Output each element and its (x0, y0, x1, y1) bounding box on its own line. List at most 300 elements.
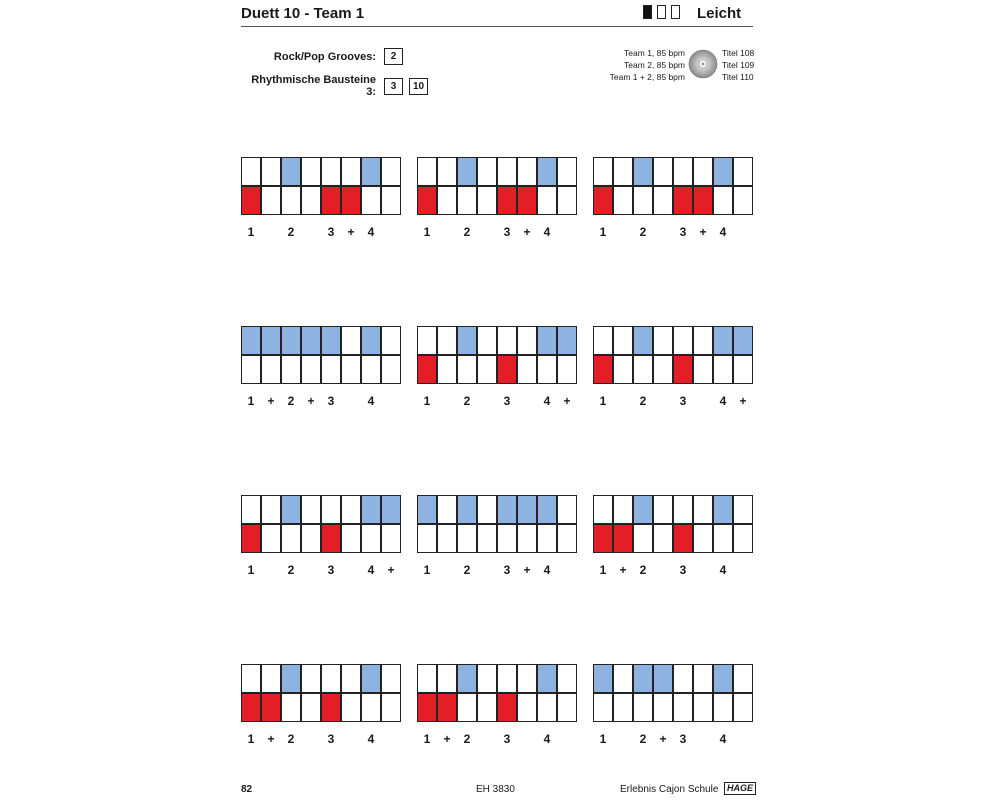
ref-rhythmische-bausteine (241, 74, 441, 98)
empty-beat-cell (557, 186, 577, 215)
empty-beat-cell (437, 495, 457, 524)
empty-beat-cell (261, 524, 281, 553)
empty-beat-cell (673, 664, 693, 693)
beat-count-label: 4 (719, 732, 727, 746)
beat-count-label: 1 (599, 563, 607, 577)
level-empty-icon (671, 5, 680, 19)
bass-tone-note (417, 355, 437, 384)
beat-count-row (241, 563, 401, 579)
book-title: Erlebnis Cajon Schule (620, 784, 719, 795)
audio-team-list (600, 47, 685, 83)
page-number: 82 (241, 784, 253, 795)
empty-beat-cell (613, 495, 633, 524)
empty-beat-cell (241, 157, 261, 186)
bass-tone-note (321, 186, 341, 215)
bass-tone-note (497, 355, 517, 384)
high-tone-note (417, 495, 437, 524)
high-tone-note (633, 495, 653, 524)
empty-beat-cell (281, 355, 301, 384)
high-tone-note (457, 495, 477, 524)
beat-count-label: + (739, 394, 747, 408)
high-tone-note (557, 326, 577, 355)
beat-count-row (241, 732, 401, 748)
high-tone-note (281, 157, 301, 186)
beat-count-label: 2 (287, 394, 295, 408)
empty-beat-cell (437, 157, 457, 186)
empty-beat-cell (613, 186, 633, 215)
empty-beat-cell (261, 495, 281, 524)
empty-beat-cell (361, 186, 381, 215)
empty-beat-cell (673, 157, 693, 186)
empty-beat-cell (477, 693, 497, 722)
catalog-code: EH 3830 (476, 784, 515, 795)
beat-count-label: 4 (543, 563, 551, 577)
empty-beat-cell (633, 355, 653, 384)
high-tone-note (301, 326, 321, 355)
empty-beat-cell (613, 693, 633, 722)
ref-number-box: 3 (384, 78, 403, 95)
beat-count-label: 4 (367, 225, 375, 239)
empty-beat-cell (341, 157, 361, 186)
high-tone-note (381, 495, 401, 524)
beat-count-label: 3 (679, 225, 687, 239)
empty-beat-cell (693, 157, 713, 186)
beat-count-label: 3 (327, 563, 335, 577)
bass-tone-note (613, 524, 633, 553)
bass-tone-note (593, 524, 613, 553)
empty-beat-cell (633, 693, 653, 722)
empty-beat-cell (477, 524, 497, 553)
empty-beat-cell (341, 524, 361, 553)
high-tone-note (281, 664, 301, 693)
high-tone-note (537, 664, 557, 693)
empty-beat-cell (693, 664, 713, 693)
empty-beat-cell (437, 355, 457, 384)
empty-beat-cell (673, 326, 693, 355)
empty-beat-cell (261, 186, 281, 215)
page-title: Duett 10 - Team 1 (241, 5, 365, 22)
beat-count-label: 2 (639, 563, 647, 577)
empty-beat-cell (633, 186, 653, 215)
beat-count-label: 4 (719, 563, 727, 577)
beat-count-label: 3 (679, 394, 687, 408)
audio-team: Team 1, 85 bpm (624, 48, 685, 58)
rhythm-grid (593, 157, 753, 215)
empty-beat-cell (301, 664, 321, 693)
empty-beat-cell (341, 326, 361, 355)
high-tone-note (633, 326, 653, 355)
empty-beat-cell (281, 693, 301, 722)
empty-beat-cell (593, 157, 613, 186)
empty-beat-cell (381, 157, 401, 186)
empty-beat-cell (341, 664, 361, 693)
empty-beat-cell (477, 326, 497, 355)
bass-tone-note (437, 693, 457, 722)
bass-tone-note (321, 524, 341, 553)
bass-tone-note (693, 186, 713, 215)
high-tone-note (261, 326, 281, 355)
difficulty-indicator (643, 5, 680, 19)
beat-count-label: 4 (543, 732, 551, 746)
rhythm-grid (241, 495, 401, 553)
empty-beat-cell (537, 355, 557, 384)
beat-count-label: + (523, 225, 531, 239)
audio-team: Team 2, 85 bpm (624, 60, 685, 70)
beat-count-label: + (347, 225, 355, 239)
rhythm-grid (241, 326, 401, 384)
bass-tone-note (241, 186, 261, 215)
empty-beat-cell (537, 186, 557, 215)
empty-beat-cell (733, 495, 753, 524)
bass-tone-note (241, 524, 261, 553)
audio-title: Titel 108 (722, 48, 755, 58)
high-tone-note (733, 326, 753, 355)
empty-beat-cell (517, 693, 537, 722)
beat-count-label: 4 (719, 225, 727, 239)
bass-tone-note (673, 355, 693, 384)
empty-beat-cell (301, 157, 321, 186)
ref-rock-pop-grooves (241, 48, 421, 65)
beat-count-label: 2 (639, 732, 647, 746)
beat-count-label: + (443, 732, 451, 746)
high-tone-note (361, 664, 381, 693)
beat-count-label: 3 (679, 563, 687, 577)
audio-team: Team 1 + 2, 85 bpm (609, 72, 685, 82)
high-tone-note (281, 326, 301, 355)
beat-count-label: + (307, 394, 315, 408)
beat-count-label: 3 (503, 563, 511, 577)
beat-count-label: 1 (423, 732, 431, 746)
beat-count-label: 3 (679, 732, 687, 746)
empty-beat-cell (713, 693, 733, 722)
empty-beat-cell (437, 326, 457, 355)
beat-count-row (241, 394, 401, 410)
beat-count-label: 1 (247, 732, 255, 746)
empty-beat-cell (517, 326, 537, 355)
empty-beat-cell (477, 664, 497, 693)
beat-count-label: 1 (247, 563, 255, 577)
beat-count-label: 2 (463, 225, 471, 239)
empty-beat-cell (653, 524, 673, 553)
empty-beat-cell (593, 495, 613, 524)
bass-tone-note (417, 693, 437, 722)
beat-count-label: 1 (247, 394, 255, 408)
empty-beat-cell (417, 326, 437, 355)
empty-beat-cell (321, 495, 341, 524)
empty-beat-cell (241, 664, 261, 693)
rhythm-grid (417, 495, 577, 553)
beat-count-label: 2 (287, 563, 295, 577)
empty-beat-cell (733, 355, 753, 384)
publisher-logo: HAGE (724, 782, 756, 795)
empty-beat-cell (381, 355, 401, 384)
empty-beat-cell (261, 157, 281, 186)
empty-beat-cell (477, 355, 497, 384)
beat-count-label: 4 (543, 225, 551, 239)
empty-beat-cell (301, 186, 321, 215)
empty-beat-cell (733, 157, 753, 186)
bass-tone-note (593, 186, 613, 215)
beat-count-label: 3 (327, 732, 335, 746)
empty-beat-cell (321, 355, 341, 384)
empty-beat-cell (537, 693, 557, 722)
empty-beat-cell (261, 355, 281, 384)
bass-tone-note (517, 186, 537, 215)
empty-beat-cell (613, 664, 633, 693)
empty-beat-cell (301, 495, 321, 524)
empty-beat-cell (653, 495, 673, 524)
empty-beat-cell (733, 186, 753, 215)
audio-title: Titel 110 (722, 72, 754, 82)
high-tone-note (281, 495, 301, 524)
empty-beat-cell (613, 157, 633, 186)
empty-beat-cell (381, 326, 401, 355)
empty-beat-cell (593, 326, 613, 355)
beat-count-label: 4 (367, 563, 375, 577)
empty-beat-cell (693, 495, 713, 524)
empty-beat-cell (437, 186, 457, 215)
empty-beat-cell (497, 157, 517, 186)
empty-beat-cell (653, 326, 673, 355)
empty-beat-cell (281, 186, 301, 215)
empty-beat-cell (693, 355, 713, 384)
bass-tone-note (241, 693, 261, 722)
empty-beat-cell (633, 524, 653, 553)
empty-beat-cell (713, 524, 733, 553)
empty-beat-cell (653, 693, 673, 722)
empty-beat-cell (497, 326, 517, 355)
beat-count-label: 3 (503, 732, 511, 746)
empty-beat-cell (653, 355, 673, 384)
empty-beat-cell (557, 524, 577, 553)
beat-count-label: + (267, 394, 275, 408)
empty-beat-cell (321, 664, 341, 693)
empty-beat-cell (477, 157, 497, 186)
high-tone-note (361, 157, 381, 186)
beat-count-label: 3 (327, 394, 335, 408)
high-tone-note (517, 495, 537, 524)
empty-beat-cell (417, 524, 437, 553)
beat-count-label: 2 (639, 394, 647, 408)
rhythm-grid (593, 664, 753, 722)
bass-tone-note (593, 355, 613, 384)
empty-beat-cell (457, 524, 477, 553)
high-tone-note (537, 157, 557, 186)
empty-beat-cell (301, 355, 321, 384)
empty-beat-cell (301, 693, 321, 722)
rhythm-grid (417, 664, 577, 722)
high-tone-note (713, 495, 733, 524)
beat-count-row (593, 394, 753, 410)
high-tone-note (653, 664, 673, 693)
beat-count-label: 3 (503, 225, 511, 239)
empty-beat-cell (361, 524, 381, 553)
beat-count-label: 2 (287, 225, 295, 239)
bass-tone-note (673, 524, 693, 553)
beat-count-label: + (619, 563, 627, 577)
beat-count-label: 2 (463, 563, 471, 577)
empty-beat-cell (381, 186, 401, 215)
empty-beat-cell (497, 664, 517, 693)
beat-count-label: + (699, 225, 707, 239)
empty-beat-cell (593, 693, 613, 722)
high-tone-note (457, 664, 477, 693)
beat-count-label: 1 (423, 394, 431, 408)
beat-count-label: 1 (599, 394, 607, 408)
empty-beat-cell (673, 495, 693, 524)
empty-beat-cell (281, 524, 301, 553)
empty-beat-cell (361, 693, 381, 722)
empty-beat-cell (241, 495, 261, 524)
beat-count-label: 2 (287, 732, 295, 746)
empty-beat-cell (653, 186, 673, 215)
header-divider (241, 26, 753, 27)
empty-beat-cell (457, 355, 477, 384)
empty-beat-cell (321, 157, 341, 186)
rhythm-grid (593, 326, 753, 384)
beat-count-label: + (267, 732, 275, 746)
rhythm-grid (241, 157, 401, 215)
empty-beat-cell (713, 355, 733, 384)
empty-beat-cell (381, 664, 401, 693)
empty-beat-cell (557, 664, 577, 693)
empty-beat-cell (417, 157, 437, 186)
beat-count-label: + (563, 394, 571, 408)
empty-beat-cell (477, 186, 497, 215)
empty-beat-cell (517, 524, 537, 553)
empty-beat-cell (653, 157, 673, 186)
empty-beat-cell (341, 495, 361, 524)
bass-tone-note (497, 693, 517, 722)
high-tone-note (713, 664, 733, 693)
empty-beat-cell (457, 186, 477, 215)
beat-count-label: 2 (463, 394, 471, 408)
beat-count-label: + (387, 563, 395, 577)
empty-beat-cell (557, 355, 577, 384)
cd-icon (688, 49, 718, 79)
beat-count-row (593, 225, 753, 241)
beat-count-row (593, 563, 753, 579)
bass-tone-note (261, 693, 281, 722)
empty-beat-cell (437, 664, 457, 693)
bass-tone-note (321, 693, 341, 722)
high-tone-note (457, 157, 477, 186)
empty-beat-cell (241, 355, 261, 384)
beat-count-label: 4 (719, 394, 727, 408)
high-tone-note (241, 326, 261, 355)
beat-count-label: 2 (463, 732, 471, 746)
high-tone-note (457, 326, 477, 355)
empty-beat-cell (477, 495, 497, 524)
high-tone-note (497, 495, 517, 524)
high-tone-note (361, 495, 381, 524)
empty-beat-cell (381, 693, 401, 722)
high-tone-note (537, 326, 557, 355)
level-filled-icon (643, 5, 652, 19)
bass-tone-note (417, 186, 437, 215)
empty-beat-cell (733, 693, 753, 722)
beat-count-label: 1 (423, 225, 431, 239)
high-tone-note (537, 495, 557, 524)
ref-label: Rock/Pop Grooves: (273, 50, 376, 63)
high-tone-note (593, 664, 613, 693)
empty-beat-cell (693, 693, 713, 722)
difficulty-label: Leicht (697, 5, 742, 22)
empty-beat-cell (613, 355, 633, 384)
rhythm-grid (417, 157, 577, 215)
empty-beat-cell (733, 664, 753, 693)
empty-beat-cell (557, 495, 577, 524)
audio-title: Titel 109 (722, 60, 755, 70)
beat-count-row (241, 225, 401, 241)
empty-beat-cell (341, 693, 361, 722)
beat-count-label: 1 (247, 225, 255, 239)
beat-count-row (417, 563, 577, 579)
empty-beat-cell (557, 157, 577, 186)
rhythm-grid (417, 326, 577, 384)
beat-count-row (417, 225, 577, 241)
empty-beat-cell (517, 355, 537, 384)
audio-title-list (722, 47, 762, 83)
empty-beat-cell (713, 186, 733, 215)
bass-tone-note (497, 186, 517, 215)
ref-label: Rhythmische Bausteine 3: (251, 74, 376, 98)
empty-beat-cell (457, 693, 477, 722)
empty-beat-cell (381, 524, 401, 553)
bass-tone-note (341, 186, 361, 215)
rhythm-grid (593, 495, 753, 553)
beat-count-label: 2 (639, 225, 647, 239)
empty-beat-cell (497, 524, 517, 553)
empty-beat-cell (673, 693, 693, 722)
ref-number-box: 2 (384, 48, 403, 65)
empty-beat-cell (693, 326, 713, 355)
beat-count-label: 1 (423, 563, 431, 577)
rhythm-grid (241, 664, 401, 722)
beat-count-label: 1 (599, 225, 607, 239)
empty-beat-cell (537, 524, 557, 553)
beat-count-label: 4 (543, 394, 551, 408)
beat-count-label: 3 (327, 225, 335, 239)
beat-count-row (417, 394, 577, 410)
high-tone-note (361, 326, 381, 355)
empty-beat-cell (417, 664, 437, 693)
bass-tone-note (673, 186, 693, 215)
level-empty-icon (657, 5, 666, 19)
beat-count-label: 3 (503, 394, 511, 408)
empty-beat-cell (733, 524, 753, 553)
beat-count-label: 4 (367, 394, 375, 408)
beat-count-label: + (659, 732, 667, 746)
high-tone-note (633, 157, 653, 186)
beat-count-label: + (523, 563, 531, 577)
empty-beat-cell (517, 664, 537, 693)
empty-beat-cell (301, 524, 321, 553)
empty-beat-cell (261, 664, 281, 693)
high-tone-note (713, 157, 733, 186)
high-tone-note (713, 326, 733, 355)
empty-beat-cell (693, 524, 713, 553)
high-tone-note (633, 664, 653, 693)
empty-beat-cell (437, 524, 457, 553)
beat-count-row (417, 732, 577, 748)
high-tone-note (321, 326, 341, 355)
ref-number-box: 10 (409, 78, 428, 95)
empty-beat-cell (613, 326, 633, 355)
empty-beat-cell (341, 355, 361, 384)
empty-beat-cell (517, 157, 537, 186)
empty-beat-cell (557, 693, 577, 722)
